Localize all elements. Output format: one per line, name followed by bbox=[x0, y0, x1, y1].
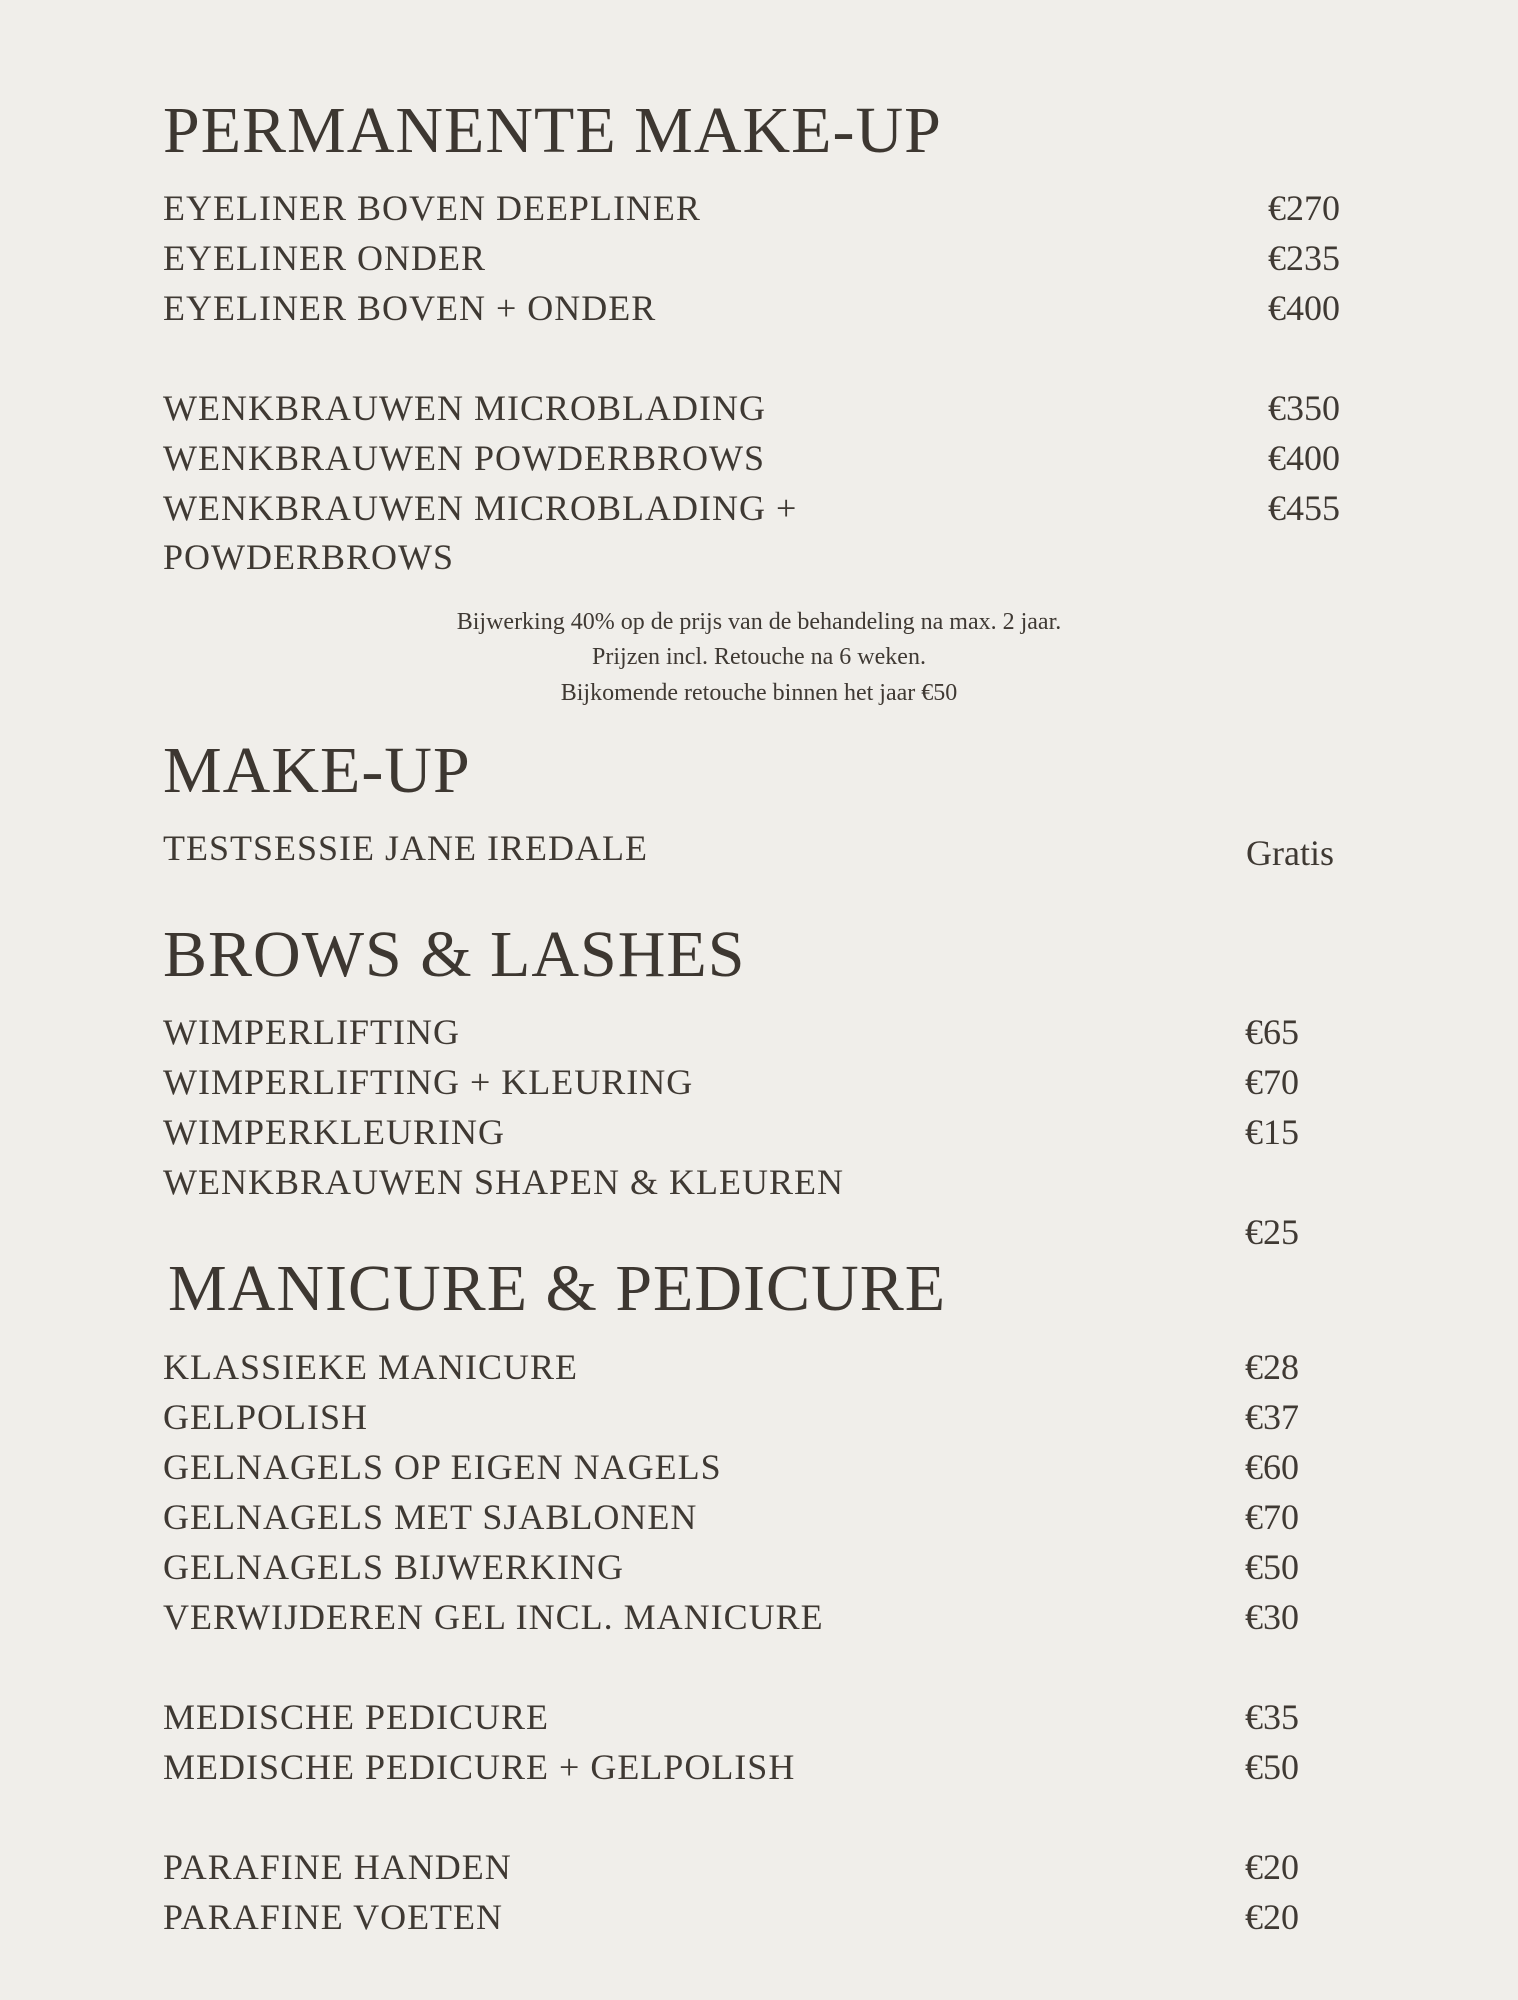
item-price: €350 bbox=[1268, 388, 1340, 428]
item-price: €20 bbox=[1245, 1847, 1299, 1887]
item-name-continued: POWDERBROWS bbox=[163, 537, 455, 577]
item-price: €35 bbox=[1245, 1697, 1299, 1737]
item-name: EYELINER BOVEN + ONDER bbox=[163, 288, 657, 328]
item-price: €70 bbox=[1245, 1497, 1299, 1537]
item-price: €28 bbox=[1245, 1347, 1299, 1387]
item-name: WENKBRAUWEN MICROBLADING + bbox=[163, 488, 798, 528]
item-name: PARAFINE VOETEN bbox=[163, 1897, 504, 1937]
item-price: €400 bbox=[1268, 438, 1340, 478]
item-name: PARAFINE HANDEN bbox=[163, 1847, 512, 1887]
item-price: €20 bbox=[1245, 1897, 1299, 1937]
item-name: WENKBRAUWEN MICROBLADING bbox=[163, 388, 766, 428]
note-line: Prijzen incl. Retouche na 6 weken. bbox=[592, 644, 926, 670]
item-price: €25 bbox=[1245, 1212, 1299, 1252]
item-name: EYELINER ONDER bbox=[163, 238, 486, 278]
item-name: WENKBRAUWEN POWDERBROWS bbox=[163, 438, 765, 478]
item-price: €37 bbox=[1245, 1397, 1299, 1437]
item-name: WIMPERLIFTING + KLEURING bbox=[163, 1062, 694, 1102]
item-name: WIMPERLIFTING bbox=[163, 1012, 460, 1052]
item-name: MEDISCHE PEDICURE + GELPOLISH bbox=[163, 1747, 796, 1787]
item-price: €50 bbox=[1245, 1747, 1299, 1787]
section-title-brows: BROWS & LASHES bbox=[163, 918, 746, 991]
item-name: KLASSIEKE MANICURE bbox=[163, 1347, 579, 1387]
item-name: VERWIJDEREN GEL INCL. MANICURE bbox=[163, 1597, 824, 1637]
item-price: Gratis bbox=[1246, 833, 1334, 873]
note-line: Bijwerking 40% op de prijs van de behandeling na max. 2 jaar. bbox=[456, 609, 1062, 635]
item-price: €270 bbox=[1268, 188, 1340, 228]
item-price: €455 bbox=[1268, 488, 1340, 528]
item-price: €60 bbox=[1245, 1447, 1299, 1487]
item-name: GELNAGELS BIJWERKING bbox=[163, 1547, 624, 1587]
item-name: MEDISCHE PEDICURE bbox=[163, 1697, 550, 1737]
item-price: €65 bbox=[1245, 1012, 1299, 1052]
item-name: WIMPERKLEURING bbox=[163, 1112, 505, 1152]
item-price: €70 bbox=[1245, 1062, 1299, 1102]
item-name: GELNAGELS OP EIGEN NAGELS bbox=[163, 1447, 722, 1487]
section-title-makeup: MAKE-UP bbox=[163, 734, 471, 807]
item-price: €15 bbox=[1245, 1112, 1299, 1152]
item-price: €50 bbox=[1245, 1547, 1299, 1587]
note-line: Bijkomende retouche binnen het jaar €50 bbox=[560, 680, 958, 706]
item-name: GELNAGELS MET SJABLONEN bbox=[163, 1497, 698, 1537]
item-price: €400 bbox=[1268, 288, 1340, 328]
item-name: EYELINER BOVEN DEEPLINER bbox=[163, 188, 701, 228]
item-price: €30 bbox=[1245, 1597, 1299, 1637]
item-name: GELPOLISH bbox=[163, 1397, 368, 1437]
section-title-permanente: PERMANENTE MAKE-UP bbox=[163, 94, 942, 167]
item-price: €235 bbox=[1268, 238, 1340, 278]
item-name: WENKBRAUWEN SHAPEN & KLEUREN bbox=[163, 1162, 844, 1202]
section-title-manicure: MANICURE & PEDICURE bbox=[168, 1252, 947, 1325]
item-name: TESTSESSIE JANE IREDALE bbox=[163, 828, 648, 868]
